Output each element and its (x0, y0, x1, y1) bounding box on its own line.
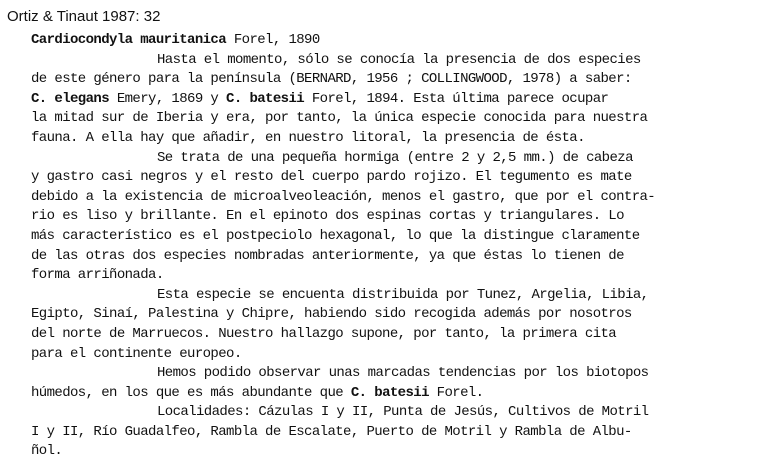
text-segment: Forel, 1894. Esta última parece ocupar (304, 90, 609, 107)
text-segment: Esta especie se encuenta distribuida por Tunez, Argelia, Libia, (157, 286, 649, 303)
text-segment: para el continente europeo. (31, 345, 242, 362)
body-text (31, 51, 781, 462)
text-line (31, 403, 781, 423)
text-segment: forma arriñonada. (31, 267, 164, 284)
text-segment: de este género para la península (BERNARD, 1956 ; COLLINGWOOD, 1978) a saber: (31, 71, 632, 88)
text-segment: rio es liso y brillante. En el epinoto dos espinas cortas y triangulares. Lo (31, 208, 624, 225)
text-segment: Forel. (428, 384, 484, 401)
text-segment: Hemos podido observar unas marcadas tendencias por los biotopos (157, 365, 649, 382)
text-line (31, 423, 781, 443)
text-segment: Hasta el momento, sólo se conocía la presencia de dos especies (157, 51, 641, 68)
text-segment: más característico es el postpeciolo hexagonal, lo que la distingue claramente (31, 227, 640, 244)
text-line (31, 188, 781, 208)
text-line (31, 305, 781, 325)
text-segment: Emery, 1869 y (109, 90, 227, 107)
text-line (31, 149, 781, 169)
text-segment: la mitad sur de Iberia y era, por tanto, la única especie conocida para nuestra (31, 110, 648, 127)
text-line (31, 247, 781, 267)
text-segment: ñol. (31, 443, 63, 460)
text-segment: debido a la existencia de microalveoleación, menos el gastro, que por el contra- (31, 188, 656, 205)
species-name-inline: C. batesii (350, 384, 429, 401)
species-name: Cardiocondyla mauritanica (31, 32, 227, 48)
text-line (31, 90, 781, 110)
page-citation: Ortiz & Tinaut 1987: 32 (7, 8, 161, 25)
text-segment: fauna. A ella hay que añadir, en nuestro litoral, la presencia de ésta. (31, 129, 585, 146)
text-segment: Egipto, Sinaí, Palestina y Chipre, habiendo sido recogida además por nosotros (31, 306, 632, 323)
text-line (31, 227, 781, 247)
text-segment: I y II, Río Guadalfeo, Rambla de Escalate, Puerto de Motril y Rambla de Albu- (31, 423, 632, 440)
text-line (31, 286, 781, 306)
text-line (31, 266, 781, 286)
text-segment: de las otras dos especies nombradas anteriormente, ya que éstas lo tienen de (31, 247, 624, 264)
text-segment: del norte de Marruecos. Nuestro hallazgo supone, por tanto, la primera cita (31, 325, 617, 342)
text-line (31, 384, 781, 404)
text-line (31, 345, 781, 365)
text-segment: húmedos, en los que es más abundante que (31, 384, 351, 401)
species-name-inline: C. elegans (31, 90, 110, 107)
text-segment: Se trata de una pequeña hormiga (entre 2 y 2,5 mm.) de cabeza (157, 149, 633, 166)
document-body (31, 31, 781, 462)
text-line (31, 207, 781, 227)
text-line (31, 442, 781, 462)
text-line (31, 364, 781, 384)
text-line (31, 325, 781, 345)
text-line (31, 51, 781, 71)
text-segment: Localidades: Cázulas I y II, Punta de Jesús, Cultivos de Motril (157, 404, 649, 421)
species-name-inline: C. batesii (226, 90, 305, 107)
species-heading (31, 31, 781, 51)
text-line (31, 129, 781, 149)
text-line (31, 168, 781, 188)
species-authority: Forel, 1890 (226, 32, 320, 48)
text-line (31, 70, 781, 90)
text-segment: y gastro casi negros y el resto del cuerpo pardo rojizo. El tegumento es mate (31, 169, 632, 186)
text-line (31, 109, 781, 129)
